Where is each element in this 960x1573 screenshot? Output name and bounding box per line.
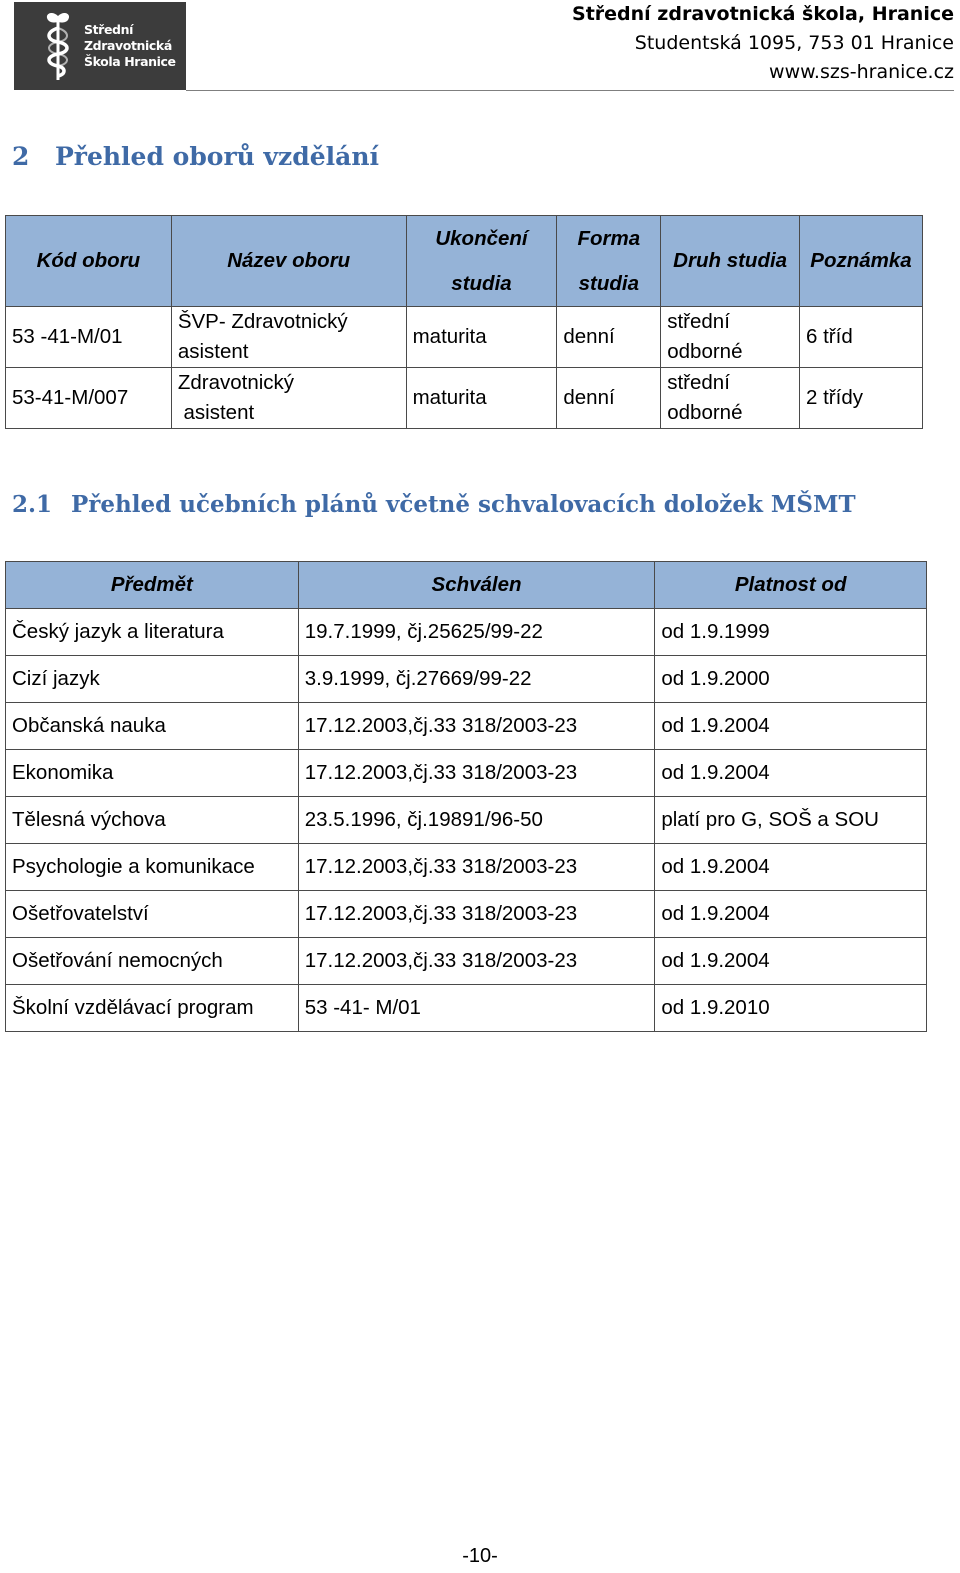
table-cell [661, 307, 800, 368]
table-header-row [6, 216, 923, 307]
column-header: Předmět [6, 562, 299, 609]
table-header-row [6, 562, 927, 609]
table-cell [6, 307, 172, 368]
cell-line: střední [667, 310, 730, 333]
table-cell: 23.5.1996, čj.19891/96-50 [298, 797, 655, 844]
column-header-line: Název oboru [227, 249, 351, 272]
page-number: -10- [462, 1545, 498, 1567]
header-divider [186, 90, 954, 91]
column-header-line: Poznámka [810, 249, 912, 272]
column-header-line: Kód oboru [36, 249, 141, 272]
table-cell: od 1.9.2004 [655, 891, 927, 938]
table-cell [406, 368, 557, 429]
cell-line: denní [563, 386, 615, 409]
section-heading [12, 142, 379, 171]
table-cell: od 1.9.2004 [655, 938, 927, 985]
column-header-line: studia [451, 272, 512, 295]
table-cell: Školní vzdělávací program [6, 985, 299, 1032]
table-cell [800, 307, 923, 368]
curriculum-table [5, 561, 927, 1032]
table-cell [171, 307, 406, 368]
table-cell: od 1.9.2004 [655, 844, 927, 891]
table-row [6, 985, 927, 1032]
cell-line: maturita [412, 386, 487, 409]
cell-line: maturita [412, 325, 487, 348]
cell-line: Zdravotnický [177, 371, 295, 394]
table-row [6, 750, 927, 797]
table-cell: 3.9.1999, čj.27669/99-22 [298, 656, 655, 703]
column-header: Schválen [298, 562, 655, 609]
table-row [6, 609, 927, 656]
table-cell: Tělesná výchova [6, 797, 299, 844]
column-header: Platnost od [655, 562, 927, 609]
table-row [6, 938, 927, 985]
table-cell: 17.12.2003,čj.33 318/2003-23 [298, 844, 655, 891]
table-cell [557, 368, 661, 429]
table-cell: Cizí jazyk [6, 656, 299, 703]
column-header [171, 216, 406, 307]
logo-line-3: Škola Hranice [84, 54, 176, 69]
school-website: www.szs-hranice.cz [769, 61, 954, 83]
school-info [572, 0, 954, 87]
subsection-number: 2.1 [12, 491, 53, 518]
table-cell: Psychologie a komunikace [6, 844, 299, 891]
table-cell: Občanská nauka [6, 703, 299, 750]
table-cell: 17.12.2003,čj.33 318/2003-23 [298, 750, 655, 797]
column-header [800, 216, 923, 307]
column-header-line: Forma [577, 227, 641, 250]
cell-line: střední [667, 371, 730, 394]
table-cell: 17.12.2003,čj.33 318/2003-23 [298, 938, 655, 985]
school-logo [14, 2, 186, 90]
column-header [406, 216, 557, 307]
logo-line-2: Zdravotnická [84, 38, 172, 53]
table-row [6, 368, 923, 429]
cell-line: denní [563, 325, 615, 348]
table-cell [6, 368, 172, 429]
cell-line: 53 -41-M/01 [12, 325, 123, 348]
table-row [6, 891, 927, 938]
table-cell: platí pro G, SOŠ a SOU [655, 797, 927, 844]
column-header [661, 216, 800, 307]
section-number: 2 [12, 142, 30, 171]
table-cell: Ošetřovatelství [6, 891, 299, 938]
table-cell: od 1.9.2004 [655, 703, 927, 750]
table-cell: od 1.9.2000 [655, 656, 927, 703]
table-cell: 19.7.1999, čj.25625/99-22 [298, 609, 655, 656]
table-cell: 17.12.2003,čj.33 318/2003-23 [298, 891, 655, 938]
table-cell: 53 -41- M/01 [298, 985, 655, 1032]
logo-line-1: Střední [84, 22, 133, 37]
table-cell [171, 368, 406, 429]
table-row [6, 797, 927, 844]
cell-line: 53-41-M/007 [12, 386, 129, 409]
table-cell [661, 368, 800, 429]
cell-line: 2 třídy [806, 386, 863, 409]
table-cell: od 1.9.1999 [655, 609, 927, 656]
column-header-line: Ukončení [435, 227, 528, 250]
column-header [6, 216, 172, 307]
table-cell: Český jazyk a literatura [6, 609, 299, 656]
subsection-title: Přehled učebních plánů včetně schvalovacích doložek MŠMT [71, 491, 856, 518]
cell-line: odborné [667, 401, 743, 424]
table-row [6, 656, 927, 703]
cell-line: odborné [667, 340, 743, 363]
table-cell: Ošetřování nemocných [6, 938, 299, 985]
column-header-line: Druh studia [673, 249, 788, 272]
subsection-heading [12, 491, 856, 518]
programs-table [5, 215, 923, 429]
column-header [557, 216, 661, 307]
section-title: Přehled oborů vzdělání [55, 142, 379, 171]
cell-line: 6 tříd [806, 325, 853, 348]
table-cell: Ekonomika [6, 750, 299, 797]
table-cell [406, 307, 557, 368]
table-row [6, 844, 927, 891]
cell-line: ŠVP- Zdravotnický [177, 310, 348, 333]
cell-line: asistent [177, 340, 249, 363]
table-cell: 17.12.2003,čj.33 318/2003-23 [298, 703, 655, 750]
table-cell [800, 368, 923, 429]
column-header-line: studia [578, 272, 639, 295]
caduceus-icon [38, 10, 78, 84]
table-row [6, 703, 927, 750]
school-address: Studentská 1095, 753 01 Hranice [634, 32, 954, 54]
table-cell [557, 307, 661, 368]
table-row [6, 307, 923, 368]
school-name: Střední zdravotnická škola, Hranice [572, 3, 954, 25]
cell-line: asistent [177, 401, 255, 424]
table-cell: od 1.9.2010 [655, 985, 927, 1032]
table-cell: od 1.9.2004 [655, 750, 927, 797]
